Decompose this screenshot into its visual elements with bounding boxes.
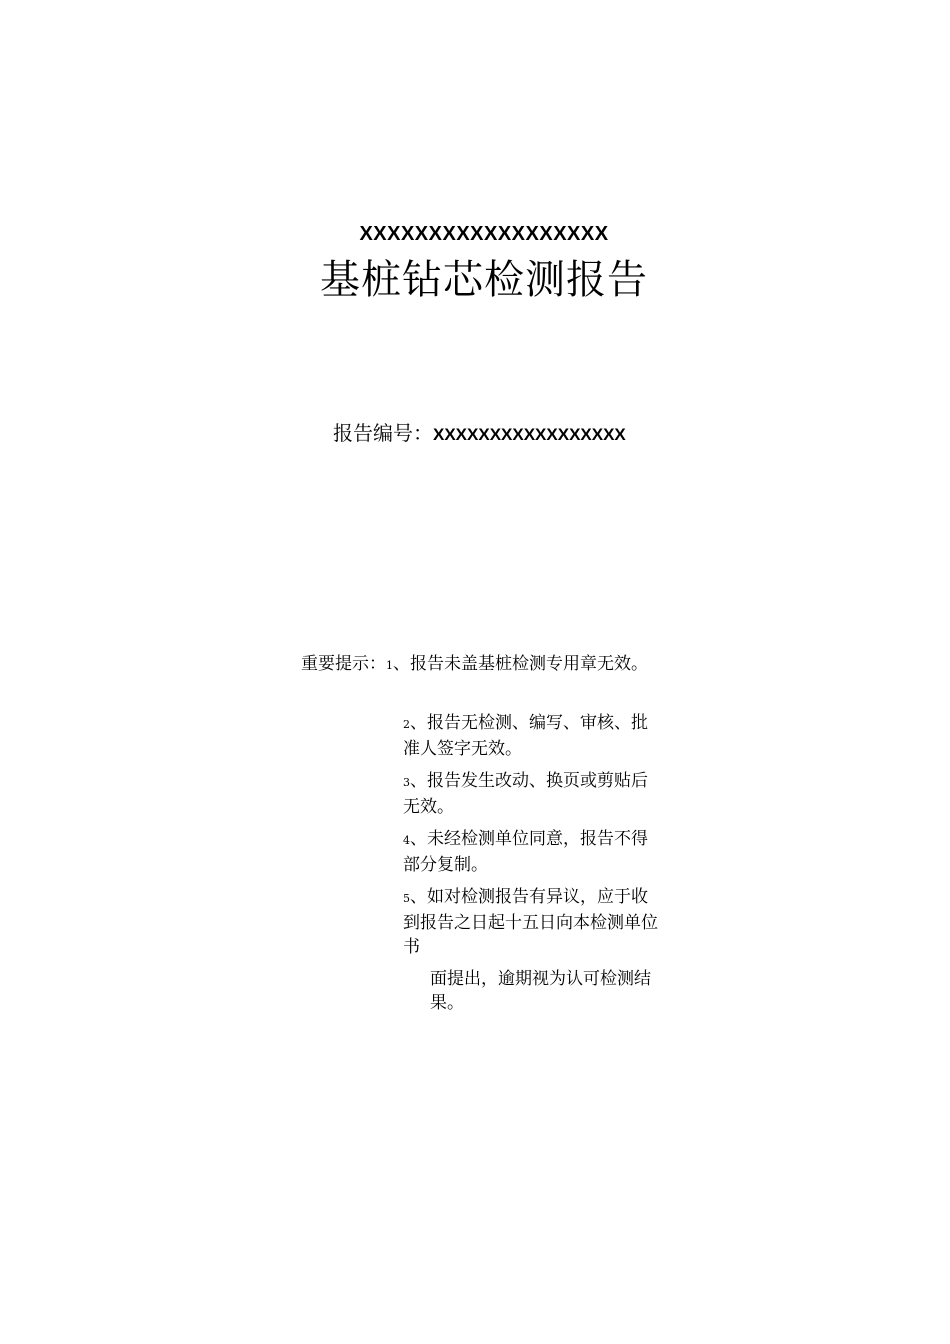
notice-item-2 <box>403 711 663 761</box>
notice-item-number: 1 <box>386 659 393 672</box>
report-number-label: 报告编号： <box>333 421 433 445</box>
notice-item-5 <box>403 885 663 959</box>
notice-item-text: 、如对检测报告有异议，应于收到报告之日起十五日向本检测单位书 <box>403 887 658 957</box>
notice-item-text: 、报告无检测、编写、审核、批准人签字无效。 <box>403 713 648 759</box>
notice-item-number: 2 <box>403 718 410 731</box>
notice-item-text: 、报告未盖基桩检测专用章无效。 <box>393 654 648 674</box>
notice-item-text: 、报告发生改动、换页或剪贴后无效。 <box>403 771 648 817</box>
notice-item-number: 4 <box>403 834 410 847</box>
report-number-value: XXXXXXXXXXXXXXXXX <box>433 425 626 444</box>
notice-item-number: 5 <box>403 892 410 905</box>
report-title: 基桩钻芯检测报告 <box>320 257 648 303</box>
notice-continuation: 面提出，逾期视为认可检测结果。 <box>430 969 651 1013</box>
notice-item-text: 、未经检测单位同意，报告不得部分复制。 <box>403 829 648 875</box>
notice-item-number: 3 <box>403 776 410 789</box>
notice-first-item <box>301 652 663 678</box>
notice-item-4 <box>403 827 663 877</box>
notice-item-3 <box>403 769 663 819</box>
report-number <box>333 418 626 450</box>
notice-label: 重要提示： <box>301 654 386 674</box>
company-name: XXXXXXXXXXXXXXXXXX <box>359 223 609 245</box>
